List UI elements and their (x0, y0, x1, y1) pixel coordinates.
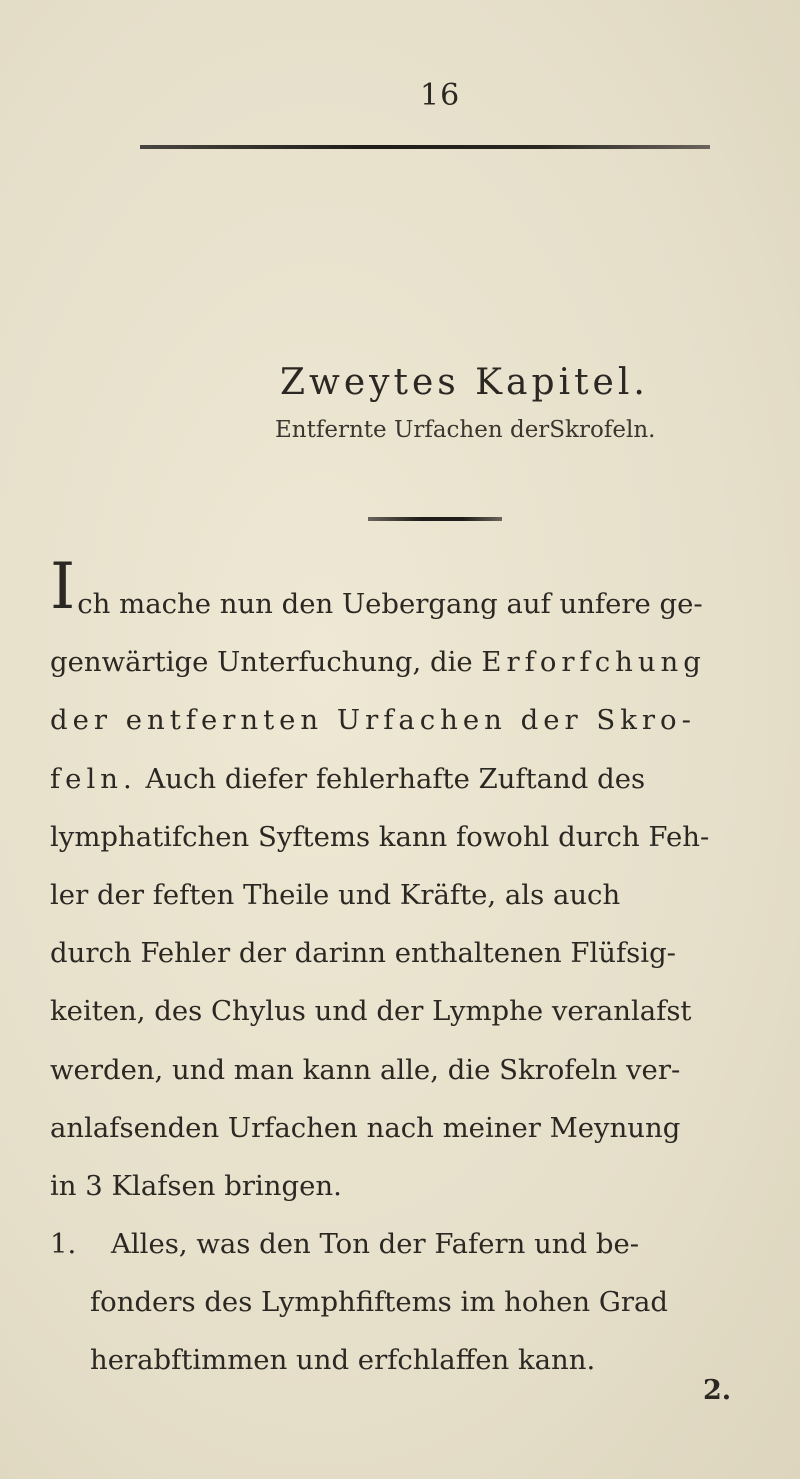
text-line (50, 691, 785, 749)
list-item-text: Alles, was den Ton der Fafern und be- (111, 1228, 640, 1261)
chapter-title: Zweytes Kapitel. (280, 362, 649, 403)
header-rule (140, 145, 710, 149)
text-span: Auch diefer fehlerhafte Zuftand des (136, 762, 646, 795)
chapter-subtitle: Entfernte Urfachen derSkrofeln. (275, 417, 656, 443)
list-item-number: 1. (50, 1228, 77, 1261)
text-line (50, 750, 785, 808)
text-line: werden, und man kann alle, die Skrofeln ver- (50, 1053, 681, 1086)
catchword: 2. (703, 1375, 732, 1406)
text-line: anlafsenden Urfachen nach meiner Meynung (50, 1111, 681, 1144)
section-divider (368, 517, 502, 521)
list-item-first-line (50, 1215, 785, 1273)
page-number: 16 (420, 78, 461, 113)
body-text (50, 550, 785, 1390)
text-line: keiten, des Chylus und der Lymphe veranlafst (50, 995, 692, 1028)
spaced-text: der entfernten Urfachen der Skro- (50, 704, 696, 737)
text-span: genwärtige Unterfuchung, die (50, 646, 482, 679)
text-line: in 3 Klafsen bringen. (50, 1169, 342, 1202)
text-line: durch Fehler der darinn enthaltenen Flüfsig- (50, 937, 676, 970)
text-line: herabftimmen und erfchlaffen kann. (90, 1344, 596, 1377)
spaced-text: feln. (50, 762, 137, 795)
text-line: fonders des Lymphfiftems im hohen Grad (90, 1286, 668, 1319)
text-line (50, 550, 785, 633)
spaced-text: Erforfchung (481, 646, 706, 679)
text-span: ch mache nun den Uebergang auf unfere ge- (77, 588, 703, 620)
text-line: ler der feften Theile und Kräfte, als auch (50, 878, 621, 911)
drop-cap: I (50, 550, 76, 624)
text-line: lymphatifchen Syftems kann fowohl durch Feh- (50, 820, 710, 853)
text-line (50, 633, 785, 691)
